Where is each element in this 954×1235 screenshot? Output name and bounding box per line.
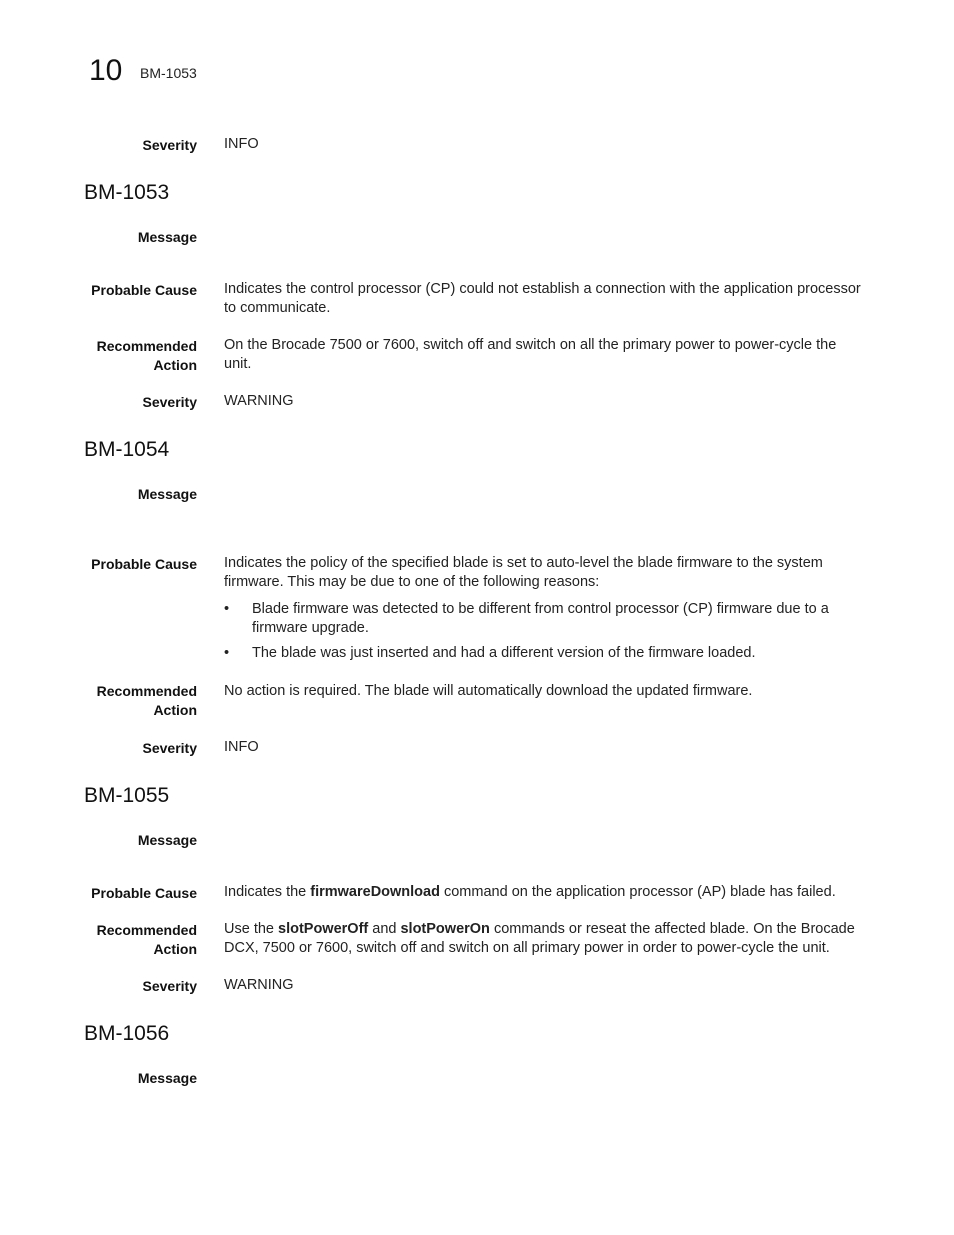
probable-cause-label: Probable Cause [91, 885, 197, 901]
list-item-text: Blade firmware was detected to be different from control processor (CP) firmware due to a firmware upgrade. [252, 601, 829, 636]
recommended-label-line1: Recommended [96, 338, 197, 354]
chapter-number: 10 [89, 54, 123, 87]
section-heading-bm-1053: BM-1053 [84, 181, 170, 204]
severity-label: Severity [142, 394, 197, 410]
command-slotpoweroff: slotPowerOff [278, 921, 369, 937]
severity-value: INFO [224, 739, 259, 755]
message-label: Message [137, 486, 197, 502]
message-label: Message [137, 832, 197, 848]
recommended-label-line2: Action [153, 357, 197, 373]
recommended-action-label [0, 921, 197, 959]
severity-label: Severity [142, 740, 197, 756]
command-slotpoweron: slotPowerOn [400, 921, 490, 937]
list-item-text: The blade was just inserted and had a different version of the firmware loaded. [252, 645, 756, 661]
probable-cause-label: Probable Cause [91, 556, 197, 572]
action-text-post: commands or reseat the affected blade. On the Brocade DCX, 7500 or 7600, switch off and switch on all primary power in order to power-cycle the unit. [224, 921, 855, 956]
list-item [224, 644, 864, 664]
recommended-action-label [0, 682, 197, 720]
recommended-action-text [224, 920, 864, 958]
probable-cause-text [224, 883, 864, 902]
probable-cause-label: Probable Cause [91, 282, 197, 298]
cause-text-post: command on the application processor (AP) blade has failed. [439, 884, 836, 900]
severity-label: Severity [142, 137, 197, 153]
command-firmwaredownload: firmwareDownload [310, 884, 440, 900]
recommended-action-label [0, 337, 197, 375]
action-text-pre: Use the [224, 921, 278, 937]
severity-value: INFO [224, 136, 259, 152]
severity-label: Severity [142, 978, 197, 994]
severity-value: WARNING [224, 977, 294, 993]
message-label: Message [137, 1070, 197, 1086]
bullet-icon: • [224, 645, 230, 661]
recommended-action-text: No action is required. The blade will automatically download the updated firmware. [224, 683, 753, 699]
recommended-label-line1: Recommended [96, 683, 197, 699]
recommended-label-line2: Action [153, 702, 197, 718]
probable-cause-text: Indicates the policy of the specified blade is set to auto-level the blade firmware to the system firmware. This may be due to one of the following reasons: [224, 555, 823, 590]
section-heading-bm-1055: BM-1055 [84, 784, 170, 807]
running-title: BM-1053 [140, 65, 197, 81]
recommended-label-line1: Recommended [96, 922, 197, 938]
cause-text-pre: Indicates the [224, 884, 311, 900]
severity-value: WARNING [224, 393, 294, 409]
action-text-mid: and [368, 921, 401, 937]
probable-cause-text: Indicates the control processor (CP) could not establish a connection with the application processor to communicate. [224, 281, 861, 316]
section-heading-bm-1056: BM-1056 [84, 1022, 170, 1045]
recommended-action-text: On the Brocade 7500 or 7600, switch off and switch on all the primary power to power-cycle the unit. [224, 337, 837, 372]
bullet-icon: • [224, 601, 230, 617]
list-item [224, 600, 864, 640]
recommended-label-line2: Action [153, 941, 197, 957]
message-label: Message [137, 229, 197, 245]
section-heading-bm-1054: BM-1054 [84, 438, 170, 461]
